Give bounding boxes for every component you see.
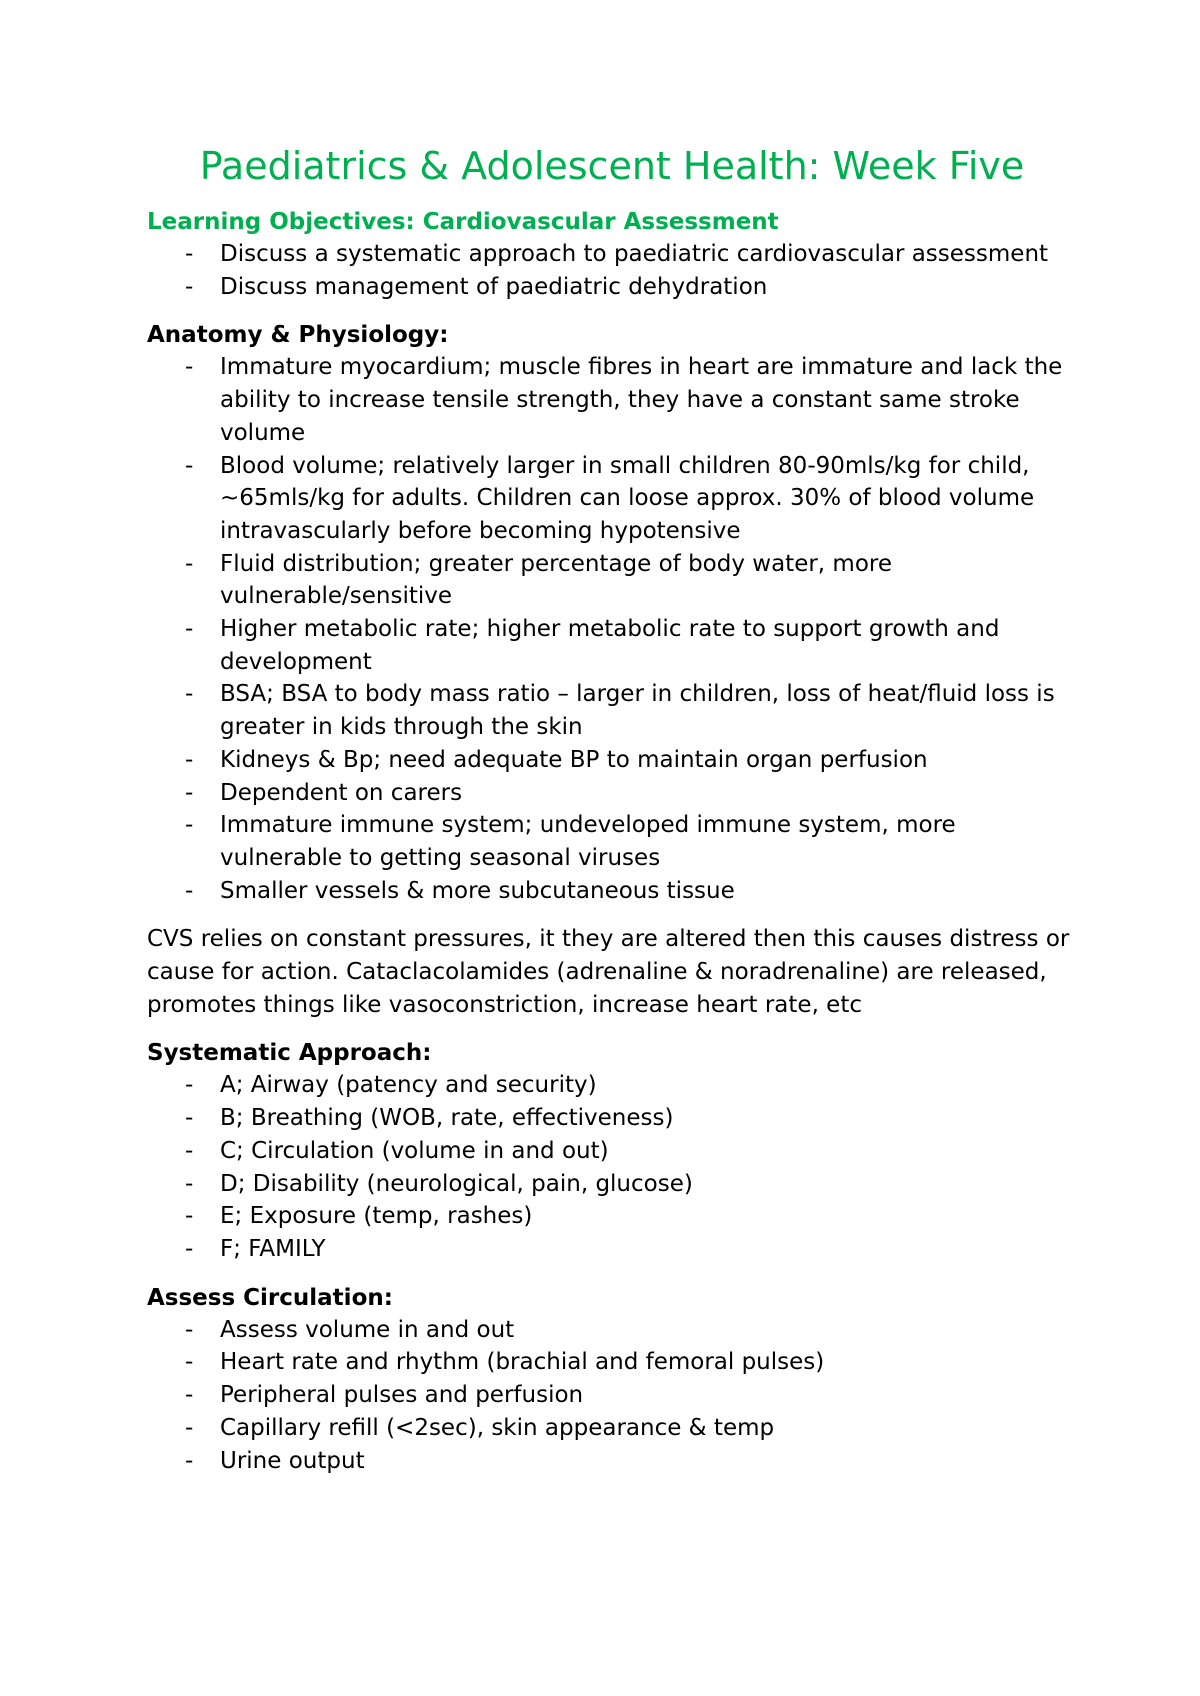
list-item	[147, 1379, 1077, 1412]
bullet-dash: -	[185, 354, 194, 381]
list-item	[147, 613, 1077, 678]
bullet-dash: -	[185, 779, 194, 806]
assess-circulation-heading: Assess Circulation:	[147, 1284, 393, 1311]
list-item	[147, 548, 1077, 613]
list-item-text: Heart rate and rhythm (brachial and femoral pulses)	[220, 1349, 825, 1376]
bullet-dash: -	[185, 273, 194, 300]
list-item-text: BSA; BSA to body mass ratio – larger in children, loss of heat/fluid loss is greater in kids through the skin	[220, 681, 1055, 741]
bullet-dash: -	[185, 746, 194, 773]
list-item-text: Fluid distribution; greater percentage of body water, more vulnerable/sensitive	[220, 550, 893, 610]
bullet-dash: -	[185, 1137, 194, 1164]
learning-objectives-heading: Learning Objectives: Cardiovascular Assessment	[147, 209, 779, 235]
list-item-text: Blood volume; relatively larger in small children 80-90mls/kg for child, ~65mls/kg for adults. Children can loose approx. 30% of blood volume intravascularly before becoming hypotensive	[220, 452, 1035, 544]
list-item-text: Kidneys & Bp; need adequate BP to maintain organ perfusion	[220, 746, 928, 773]
list-item	[147, 450, 1077, 548]
bullet-dash: -	[185, 1414, 194, 1441]
list-item-text: Smaller vessels & more subcutaneous tissue	[220, 877, 735, 904]
bullet-dash: -	[185, 877, 194, 904]
list-item	[147, 875, 1077, 908]
list-item-text: Dependent on carers	[220, 779, 463, 806]
bullet-dash: -	[185, 1349, 194, 1376]
list-item	[147, 1412, 1077, 1445]
list-item-text: B; Breathing (WOB, rate, effectiveness)	[220, 1105, 674, 1132]
page-title: Paediatrics & Adolescent Health: Week Five	[199, 144, 1025, 188]
list-item-text: Immature immune system; undeveloped immune system, more vulnerable to getting seasonal viruses	[220, 812, 956, 871]
list-item-text: F; FAMILY	[220, 1235, 326, 1262]
list-item	[147, 1168, 1077, 1201]
bullet-dash: -	[185, 550, 194, 577]
list-item-text: A; Airway (patency and security)	[220, 1072, 597, 1099]
document-page	[147, 142, 1077, 1493]
bullet-dash: -	[185, 616, 194, 643]
list-item-text: Higher metabolic rate; higher metabolic rate to support growth and development	[220, 616, 1000, 675]
list-item-text: E; Exposure (temp, rashes)	[220, 1203, 533, 1230]
cvs-paragraph: CVS relies on constant pressures, it they are altered then this causes distress or cause for action. Cataclacolamides (adrenaline & noradrenaline) are released, promotes things like vasoconstriction, increase heart rate, etc	[147, 926, 1070, 1018]
bullet-dash: -	[185, 1316, 194, 1343]
list-item	[147, 744, 1077, 777]
bullet-dash: -	[185, 1105, 194, 1132]
list-item	[147, 1200, 1077, 1233]
bullet-dash: -	[185, 1382, 194, 1409]
list-item	[147, 1314, 1077, 1347]
list-item	[147, 271, 1077, 304]
list-item-text: Discuss management of paediatric dehydration	[220, 273, 768, 300]
bullet-dash: -	[185, 1072, 194, 1099]
list-item	[147, 1445, 1077, 1478]
list-item	[147, 1102, 1077, 1135]
list-item	[147, 351, 1077, 449]
list-item-text: Immature myocardium; muscle fibres in heart are immature and lack the ability to increase tensile strength, they have a constant same stroke volume	[220, 354, 1063, 446]
list-item	[147, 809, 1077, 874]
list-item	[147, 777, 1077, 810]
list-item	[147, 238, 1077, 271]
list-item	[147, 678, 1077, 743]
list-item-text: C; Circulation (volume in and out)	[220, 1137, 609, 1164]
anatomy-physiology-heading: Anatomy & Physiology:	[147, 322, 449, 349]
list-item-text: Peripheral pulses and perfusion	[220, 1382, 584, 1409]
list-item-text: Assess volume in and out	[220, 1316, 515, 1343]
list-item-text: Discuss a systematic approach to paediatric cardiovascular assessment	[220, 241, 1049, 267]
list-item-text: D; Disability (neurological, pain, glucose)	[220, 1170, 693, 1197]
bullet-dash: -	[185, 812, 194, 839]
bullet-dash: -	[185, 1235, 194, 1262]
bullet-dash: -	[185, 241, 194, 267]
anatomy-physiology-list	[147, 351, 1077, 907]
bullet-dash: -	[185, 1170, 194, 1197]
list-item	[147, 1135, 1077, 1168]
bullet-dash: -	[185, 1203, 194, 1230]
list-item	[147, 1233, 1077, 1266]
list-item	[147, 1346, 1077, 1379]
bullet-dash: -	[185, 681, 194, 708]
systematic-approach-list	[147, 1069, 1077, 1265]
list-item-text: Urine output	[220, 1447, 365, 1474]
list-item-text: Capillary refill (<2sec), skin appearance & temp	[220, 1414, 775, 1441]
list-item	[147, 1069, 1077, 1102]
bullet-dash: -	[185, 452, 194, 479]
learning-objectives-list	[147, 238, 1077, 303]
systematic-approach-heading: Systematic Approach:	[147, 1040, 432, 1067]
assess-circulation-list	[147, 1314, 1077, 1478]
bullet-dash: -	[185, 1447, 194, 1474]
